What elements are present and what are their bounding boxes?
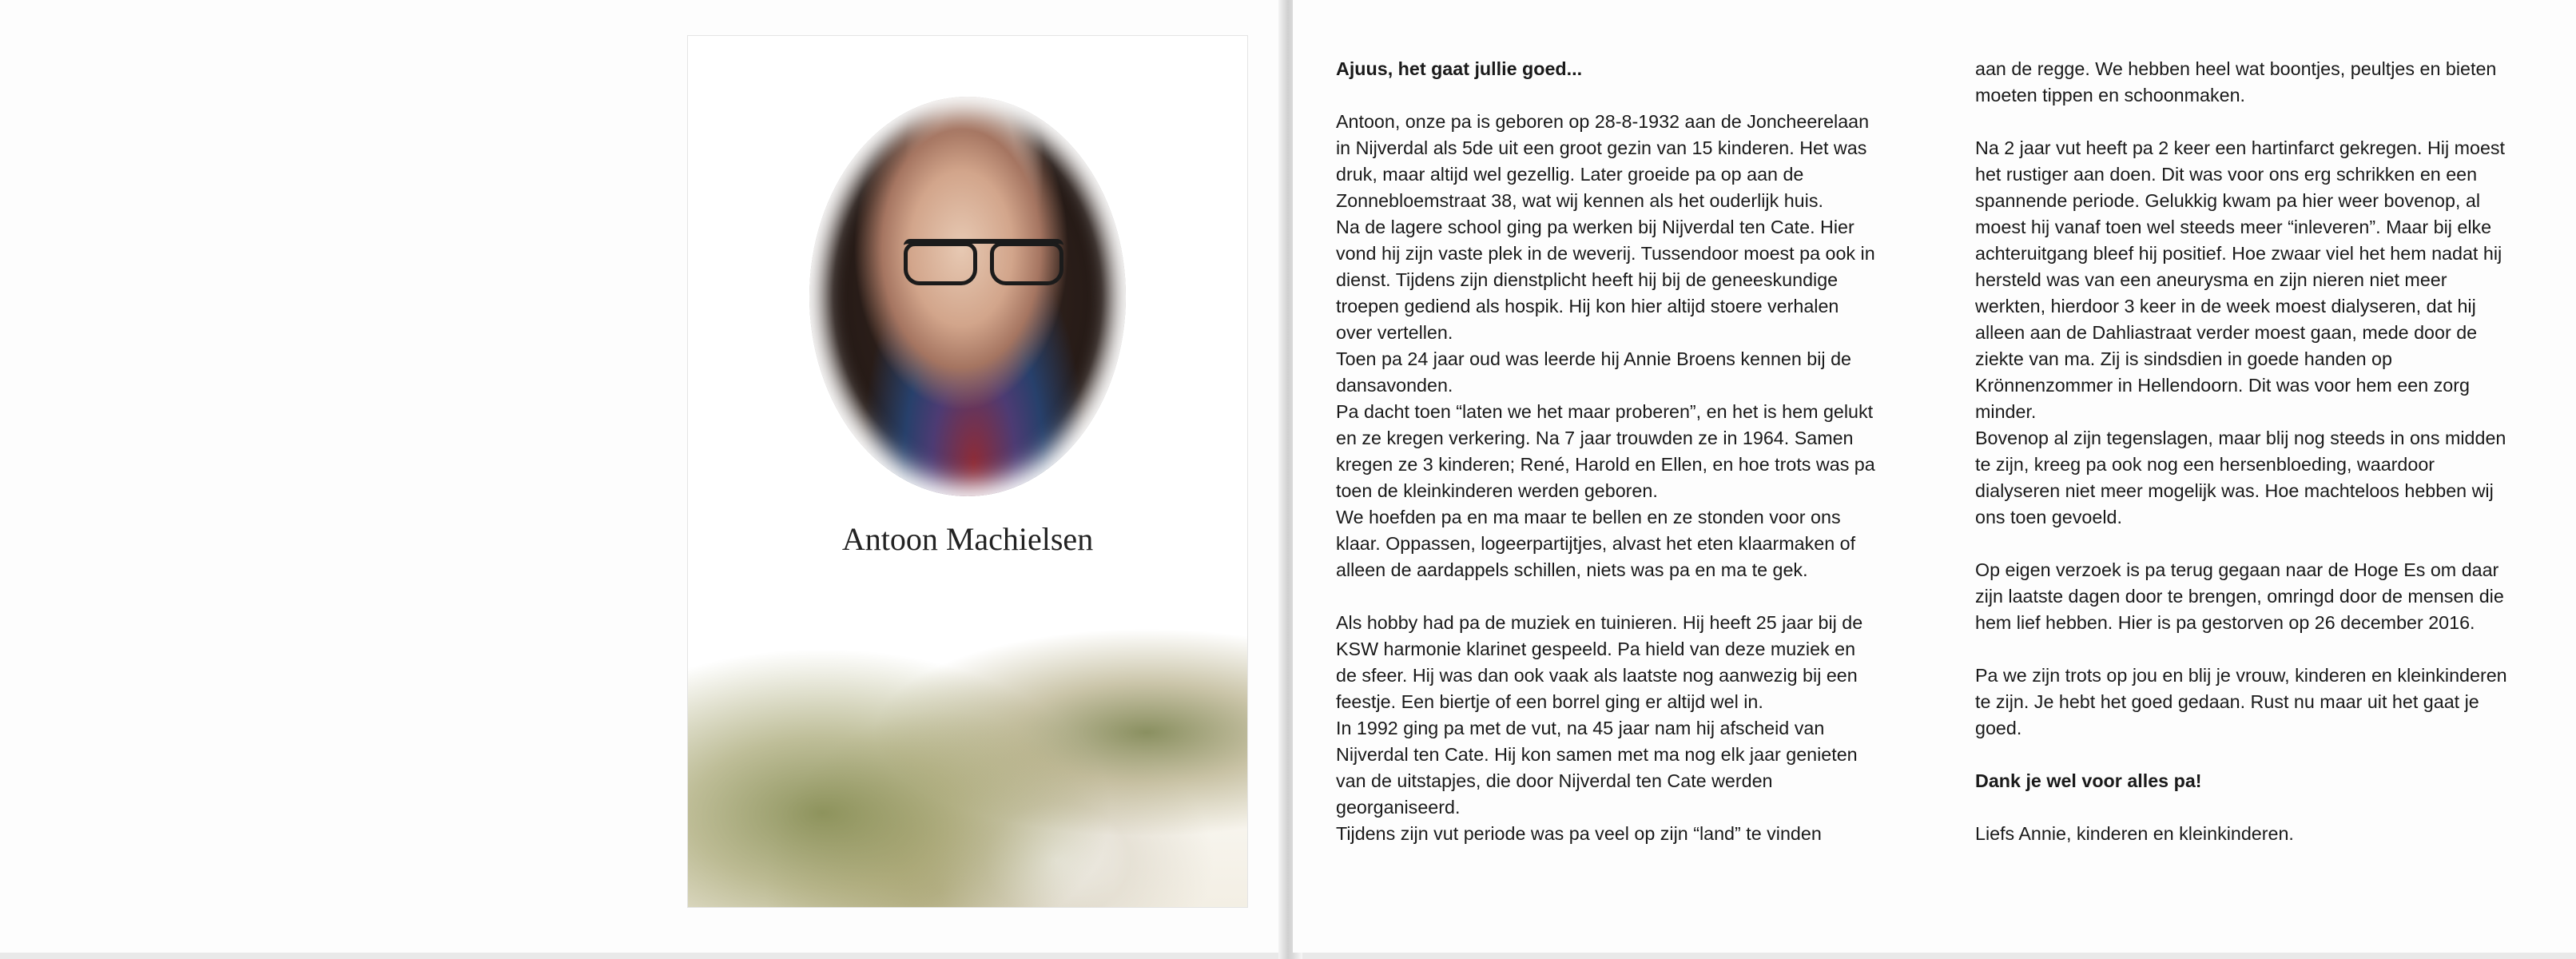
paragraph: Na de lagere school ging pa werken bij Nijverdal ten Cate. Hier vond hij zijn vaste plek in de weverij. Tussendoor moest pa ook in dienst. Tijdens zijn dienstplicht heeft hij bij de geneeskundige troepen gediend als hospik. Hij kon hier altijd stoere verhalen over vertellen. (1336, 217, 1875, 343)
paragraph: Op eigen verzoek is pa terug gegaan naar de Hoge Es om daar zijn laatste dagen door te brengen, omringd door de mensen die hem lief hebben. Hier is pa gestorven op 26 december 2016. (1975, 559, 2504, 633)
paragraph: We hoefden pa en ma maar te bellen en ze stonden voor ons klaar. Oppassen, logeerpartijtjes, alvast het eten klaarmaken of alleen de aardappels schillen, niets was pa en ma te gek. (1336, 507, 1856, 580)
portrait-photo (809, 97, 1126, 496)
text-column-left (1336, 56, 1879, 847)
signature: Liefs Annie, kinderen en kleinkinderen. (1975, 823, 2294, 844)
glasses-icon (904, 239, 1063, 287)
text-column-right (1975, 56, 2518, 873)
paragraph: aan de regge. We hebben heel wat boontjes, peultjes en bieten moeten tippen en schoonmaken. (1975, 58, 2497, 105)
paragraph: Tijdens zijn vut periode was pa veel op zijn “land” te vinden (1336, 823, 1822, 844)
paragraph: Antoon, onze pa is geboren op 28-8-1932 aan de Joncheerelaan in Nijverdal als 5de uit een groot gezin van 15 kinderen. Het was druk, maar altijd wel gezellig. Later groeide pa op aan de Zonnebloemstraat 38, wat wij kennen als het ouderlijk huis. (1336, 111, 1870, 211)
card-front-sheet (0, 0, 1286, 953)
paragraph: Pa we zijn trots op jou en blij je vrouw, kinderen en kleinkinderen te zijn. Je hebt het goed gedaan. Rust nu maar uit het gaat je goed. (1975, 665, 2507, 738)
paragraph: In 1992 ging pa met de vut, na 45 jaar nam hij afscheid van Nijverdal ten Cate. Hij kon samen met ma nog elk jaar genieten van de uitstapjes, die door Nijverdal ten Cate werden georganiseerd. (1336, 718, 1858, 818)
paragraph: Pa dacht toen “laten we het maar proberen”, en het is hem gelukt en ze kregen verkering. Na 7 jaar trouwden ze in 1964. Samen kregen ze 3 kinderen; René, Harold en Ellen, en hoe trots was pa toen de kleinkinderen werden geboren. (1336, 401, 1875, 501)
closing-line: Dank je wel voor alles pa! (1975, 770, 2202, 791)
paragraph: Bovenop al zijn tegenslagen, maar blij nog steeds in ons midden te zijn, kreeg pa ook nog een hersenbloeding, waardoor dialyseren niet meer mogelijk was. Hoe machteloos hebben wij ons toen gevoeld. (1975, 428, 2506, 527)
deceased-name: Antoon Machielsen (841, 521, 1094, 557)
landscape-photo (688, 571, 1247, 907)
paragraph: Als hobby had pa de muziek en tuinieren. Hij heeft 25 jaar bij de KSW harmonie klarinet gespeeld. Pa hield van deze muziek en de sfeer. Hij was dan ook vaak als laatste nog aanwezig bij een feestje. Een biertje of een borrel ging er altijd wel in. (1336, 612, 1863, 712)
cover-panel (687, 35, 1248, 908)
paragraph: Na 2 jaar vut heeft pa 2 keer een hartinfarct gekregen. Hij moest het rustiger aan doen. Dit was voor ons erg schrikken en een spannende periode. Gelukkig kwam pa hier weer bovenop, al moest hij vanaf toen wel steeds meer “inleveren”. Maar bij elke achteruitgang bleef hij positief. Hoe zwaar viel het hem nadat hij hersteld was van een aneurysma en zijn nieren niet meer werkten, hierdoor 3 keer in de week moest dialyseren, dat hij alleen aan de Dahliastraat verder moest gaan, mede door de ziekte van ma. Zij is sindsdien in goede handen op Krönnenzommer in Hellendoorn. Dit was voor hem een zorg minder. (1975, 137, 2506, 422)
paragraph: Toen pa 24 jaar oud was leerde hij Annie Broens kennen bij de dansavonden. (1336, 348, 1851, 396)
inside-heading: Ajuus, het gaat jullie goed... (1336, 58, 1583, 79)
